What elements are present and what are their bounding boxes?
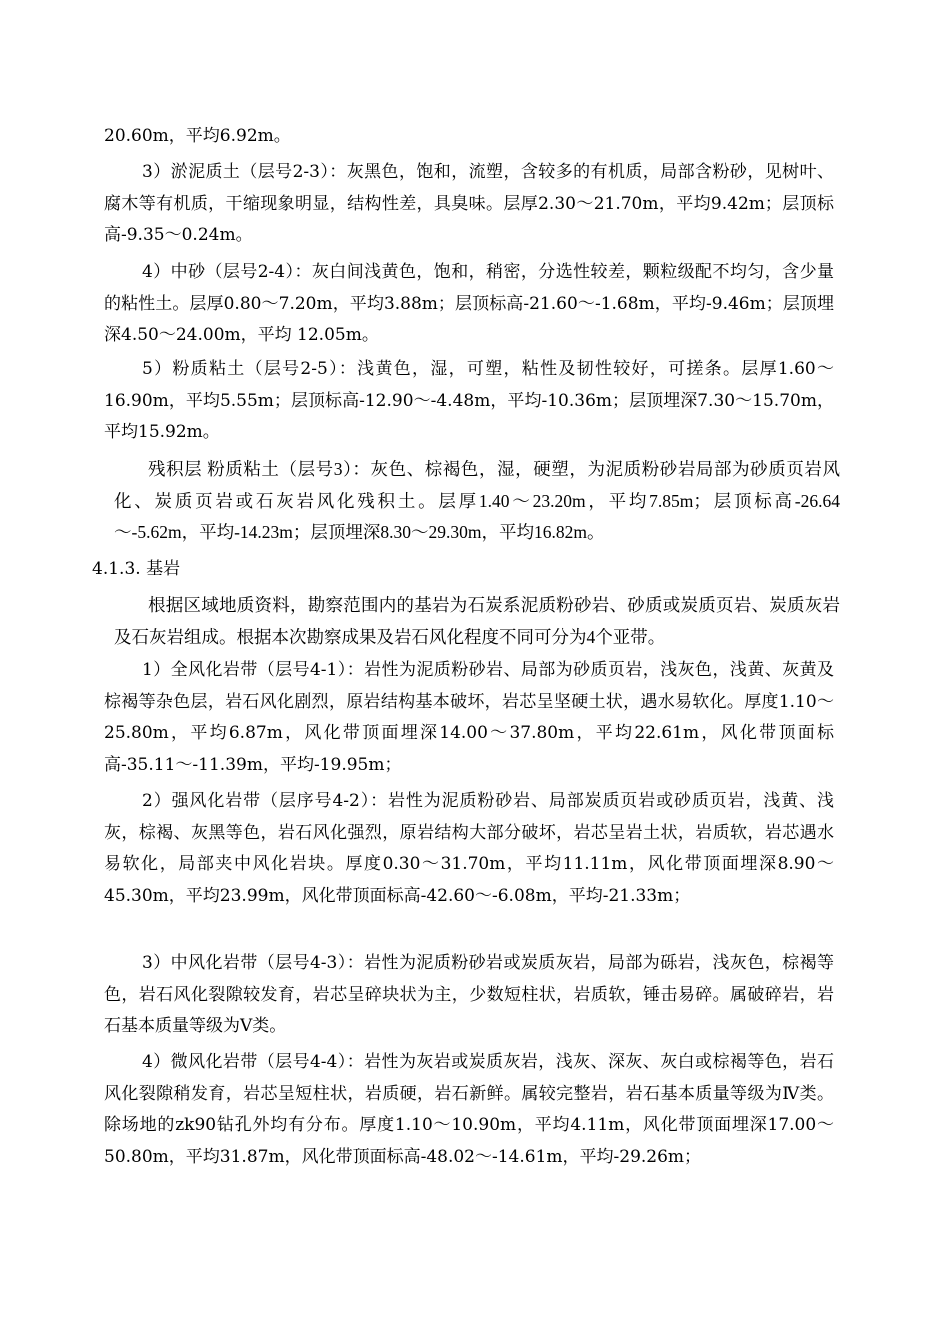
paragraph-layer-2-4: 4）中砂（层号2-4）：灰白间浅黄色，饱和，稍密，分选性较差，颗粒级配不均匀，含少量的粘性土。层厚0.80～7.20m，平均3.88m；层顶标高-21.60～-1.68m，平均-9.46m；层顶埋深4.50～24.00m，平均 12.05m。	[104, 262, 834, 345]
paragraph-bedrock-intro: 根据区域地质资料，勘察范围内的基岩为石炭系泥质粉砂岩、砂质或炭质页岩、炭质灰岩及石灰岩组成。根据本次勘察成果及岩石风化程度不同可分为4个亚带。	[114, 595, 840, 647]
paragraph-layer-3: 残积层 粉质粘土（层号3）：灰色、棕褐色，湿，硬塑，为泥质粉砂岩局部为砂质页岩风化、炭质页岩或石灰岩风化残积土。层厚1.40～23.20m，平均7.85m；层顶标高-26.64～-5.62m，平均-14.23m；层顶埋深8.30～29.30m，平均16.82m。	[114, 459, 840, 542]
paragraph-layer-2-3: 3）淤泥质土（层号2-3）：灰黑色，饱和，流塑，含较多的有机质，局部含粉砂，见树叶、腐木等有机质，干缩现象明显，结构性差，具臭味。层厚2.30～21.70m，平均9.42m；层顶标高-9.35～0.24m。	[104, 162, 834, 245]
paragraph-continuation: 20.60m，平均6.92m。	[104, 126, 291, 146]
paragraph-layer-4-2: 2）强风化岩带（层序号4-2）：岩性为泥质粉砂岩、局部炭质页岩或砂质页岩，浅黄、浅灰，棕褐、灰黑等色，岩石风化强烈，原岩结构大部分破坏，岩芯呈岩土状，岩质软，岩芯遇水易软化，局部夹中风化岩块。厚度0.30～31.70m，平均11.11m，风化带顶面埋深8.90～45.30m，平均23.99m，风化带顶面标高-42.60～-6.08m，平均-21.33m；	[104, 791, 834, 906]
paragraph-layer-4-4: 4）微风化岩带（层号4-4）：岩性为灰岩或炭质灰岩，浅灰、深灰、灰白或棕褐等色，岩石风化裂隙稍发育，岩芯呈短柱状，岩质硬，岩石新鲜。属较完整岩，岩石基本质量等级为Ⅳ类。除场地的zk90钻孔外均有分布。厚度1.10～10.90m，平均4.11m，风化带顶面埋深17.00～50.80m，平均31.87m，风化带顶面标高-48.02～-14.61m，平均-29.26m；	[104, 1052, 834, 1167]
paragraph-layer-4-1: 1）全风化岩带（层号4-1）：岩性为泥质粉砂岩、局部为砂质页岩，浅灰色，浅黄、灰黄及棕褐等杂色层，岩石风化剧烈，原岩结构基本破坏，岩芯呈坚硬土状，遇水易软化。厚度1.10～25.80m，平均6.87m，风化带顶面埋深14.00～37.80m，平均22.61m，风化带顶面标高-35.11～-11.39m，平均-19.95m；	[104, 660, 834, 775]
paragraph-layer-2-5: 5）粉质粘土（层号2-5）：浅黄色，湿，可塑，粘性及韧性较好，可搓条。层厚1.60～16.90m，平均5.55m；层顶标高-12.90～-4.48m，平均-10.36m；层顶埋深7.30～15.70m，平均15.92m。	[104, 359, 834, 442]
paragraph-layer-4-3: 3）中风化岩带（层号4-3）：岩性为泥质粉砂岩或炭质灰岩，局部为砾岩，浅灰色，棕褐等色，岩石风化裂隙较发育，岩芯呈碎块状为主，少数短柱状，岩质软，锤击易碎。属破碎岩，岩石基本质量等级为Ⅴ类。	[104, 953, 834, 1036]
section-heading-bedrock: 4.1.3. 基岩	[92, 559, 181, 579]
